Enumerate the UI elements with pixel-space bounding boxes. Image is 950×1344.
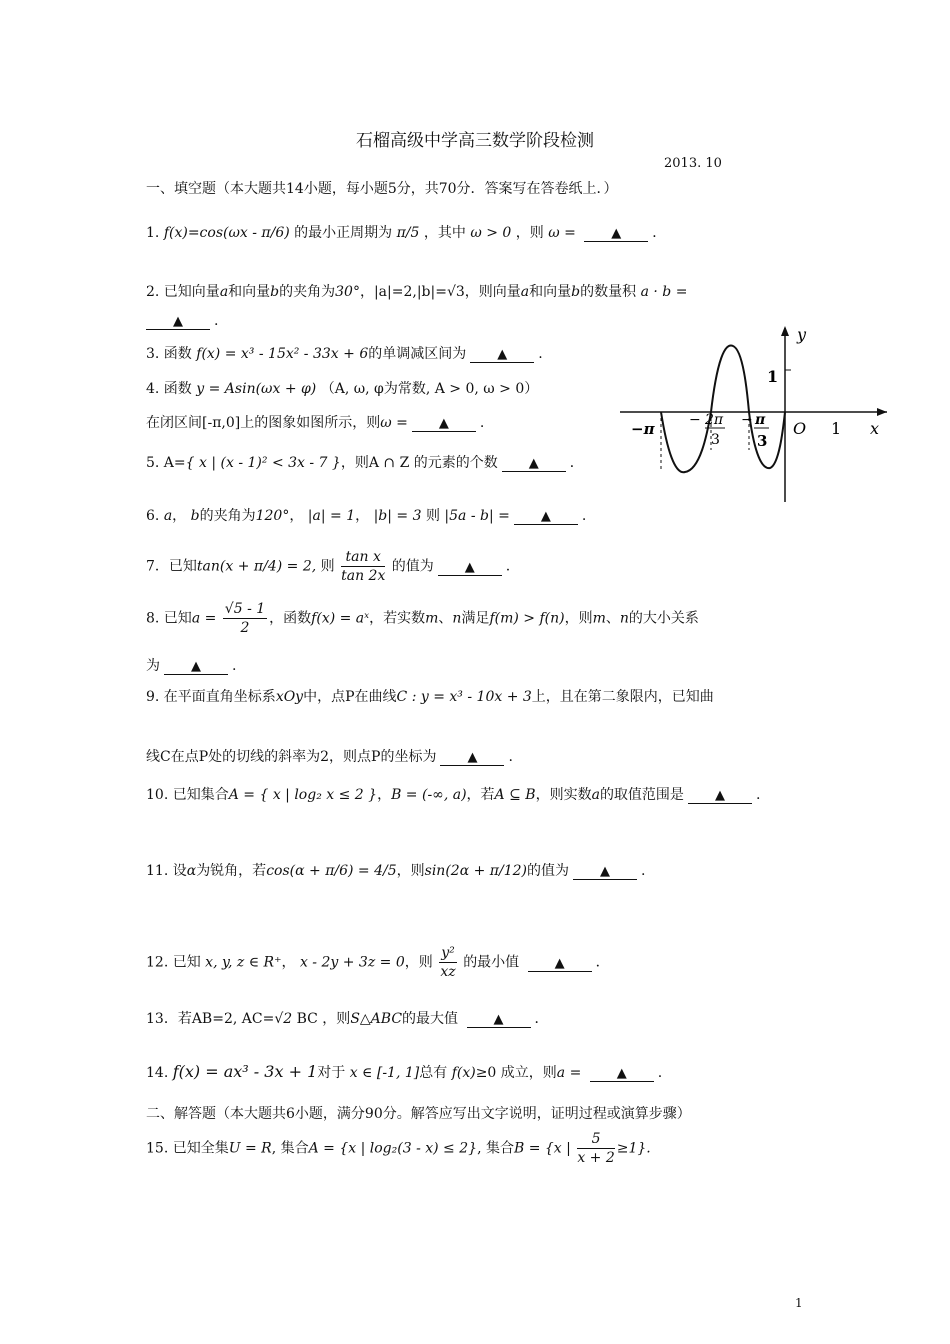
question-12: 12. 已知 x, y, z ∈ R⁺， x - 2y + 3z = 0，则 $\frac{\text{y²}}{xz}$ 的最小值 ▲ ． [146, 945, 610, 980]
two-pi-label: 2π [705, 412, 724, 428]
exam-date: 2013. 10 [664, 156, 722, 171]
q15-fraction: $\frac{5}{x + 2}$ [577, 1131, 615, 1166]
neg-sign-1: − [689, 412, 701, 428]
answer-blank-11[interactable]: ▲ [573, 865, 637, 880]
question-8: 8. 已知a = $\frac{√5 - 1}{2}$ ，函数f(x) = aˣ，若实数m、n满足f(m) > f(n)，则m、n的大小关系 [146, 601, 699, 636]
answer-blank-4[interactable]: ▲ [412, 417, 476, 432]
q8-fraction: $\frac{√5 - 1}{2}$ [224, 601, 266, 636]
q12-fraction: $\frac{\text{y²}}{xz}$ [440, 945, 456, 980]
page-number: 1 [795, 1296, 803, 1310]
question-13: 13．若AB=2, AC=√2 BC ，则S△ABC的最大值 ▲ ． [146, 1011, 549, 1027]
page-title: 石榴高级中学高三数学阶段检测 [356, 131, 594, 151]
question-10: 10. 已知集合A = { x | log₂ x ≤ 2 }，B = (-∞, a)，若A ⊆ B，则实数a的取值范围是 ▲ . [146, 787, 761, 803]
question-3: 3. 函数 f(x) = x³ - 15x² - 33x + 6的单调减区间为 ▲ . [146, 346, 543, 362]
question-2-blank-line: ▲ . [146, 313, 218, 330]
neg-pi-label: −π [631, 420, 655, 438]
y-label: y [797, 325, 807, 344]
q7-fraction: $\frac{\text{tan x}}{\tan 2x}$ [341, 549, 386, 584]
question-4: 4. 函数 y = Asin(ωx + φ) （A, ω, φ为常数, A > 0, ω > 0） [146, 381, 539, 397]
x-label: x [870, 419, 880, 438]
answer-blank-13[interactable]: ▲ [467, 1013, 531, 1028]
answer-blank-3[interactable]: ▲ [470, 348, 534, 363]
neg-sign-2: − [741, 412, 753, 428]
answer-blank-9[interactable]: ▲ [440, 751, 504, 766]
answer-blank-6[interactable]: ▲ [514, 510, 578, 525]
origin-label: O [793, 419, 807, 438]
question-11: 11. 设α为锐角，若cos(α + π/6) = 4/5，则sin(2α + π/12)的值为 ▲ . [146, 863, 646, 879]
question-2: 2. 已知向量a和向量b的夹角为30°，|a|=2,|b|=√3，则向量a和向量b的数量积 a · b = [146, 284, 688, 300]
x-axis-arrow [877, 408, 887, 416]
question-1: 1. f(x)=cos(ωx - π/6) 的最小正周期为 π/5 ，其中 ω > 0 ，则 ω = ▲ ． [146, 225, 667, 241]
question-6: 6. a， b的夹角为120°， |a| = 1， |b| = 3 则 |5a - b| = ▲ . [146, 508, 587, 524]
answer-blank-2[interactable]: ▲ [146, 315, 210, 330]
question-7: 7．已知tan(x + π/4) = 2, 则 $\frac{\text{tan x}}{\tan 2x}$ 的值为 ▲ . [146, 549, 511, 584]
question-9-cont: 线C在点P处的切线的斜率为2，则点P的坐标为 ▲ . [146, 749, 513, 765]
three-label-2: 3 [757, 432, 768, 450]
y-axis-arrow [781, 326, 789, 336]
section-2-heading: 二、解答题（本大题共6小题，满分90分。解答应写出文字说明，证明过程或演算步骤） [146, 1106, 691, 1122]
x-one-label: 1 [831, 419, 842, 438]
answer-blank-10[interactable]: ▲ [688, 789, 752, 804]
question-8-cont: 为 ▲ . [146, 658, 237, 674]
y-one-label: 1 [767, 367, 779, 386]
q1-period: π/5 [396, 225, 420, 241]
three-label-1: 3 [711, 432, 720, 448]
question-5: 5. A={ x | (x - 1)² < 3x - 7 }，则A ∩ Z 的元素的个数 ▲ ． [146, 455, 584, 471]
pi-label: π [755, 412, 766, 428]
sine-graph [615, 320, 890, 510]
curve [661, 345, 785, 472]
question-4-cont: 在闭区间[-π,0]上的图象如图所示，则ω = ▲ . [146, 415, 485, 431]
answer-blank-5[interactable]: ▲ [502, 457, 566, 472]
question-14: 14. f(x) = ax³ - 3x + 1对于 x ∈ [-1, 1]总有 f(x)≥0 成立，则a = ▲ . [146, 1062, 663, 1081]
answer-blank-8[interactable]: ▲ [164, 660, 228, 675]
answer-blank-1[interactable]: ▲ [584, 227, 648, 242]
answer-blank-12[interactable]: ▲ [528, 957, 592, 972]
q1-function: f(x)=cos(ωx - π/6) [163, 225, 290, 241]
question-15: 15. 已知全集U = R, 集合A = {x | log₂(3 - x) ≤ 2}, 集合B = {x | $\frac{5}{x + 2}$ ≥1}. [146, 1131, 651, 1166]
answer-blank-14[interactable]: ▲ [590, 1067, 654, 1082]
question-9: 9. 在平面直角坐标系xOy中，点P在曲线C : y = x³ - 10x + 3上，且在第二象限内，已知曲 [146, 689, 714, 705]
answer-blank-7[interactable]: ▲ [438, 561, 502, 576]
section-1-heading: 一、填空题（本大题共14小题，每小题5分，共70分．答案写在答卷纸上．） [146, 181, 618, 197]
